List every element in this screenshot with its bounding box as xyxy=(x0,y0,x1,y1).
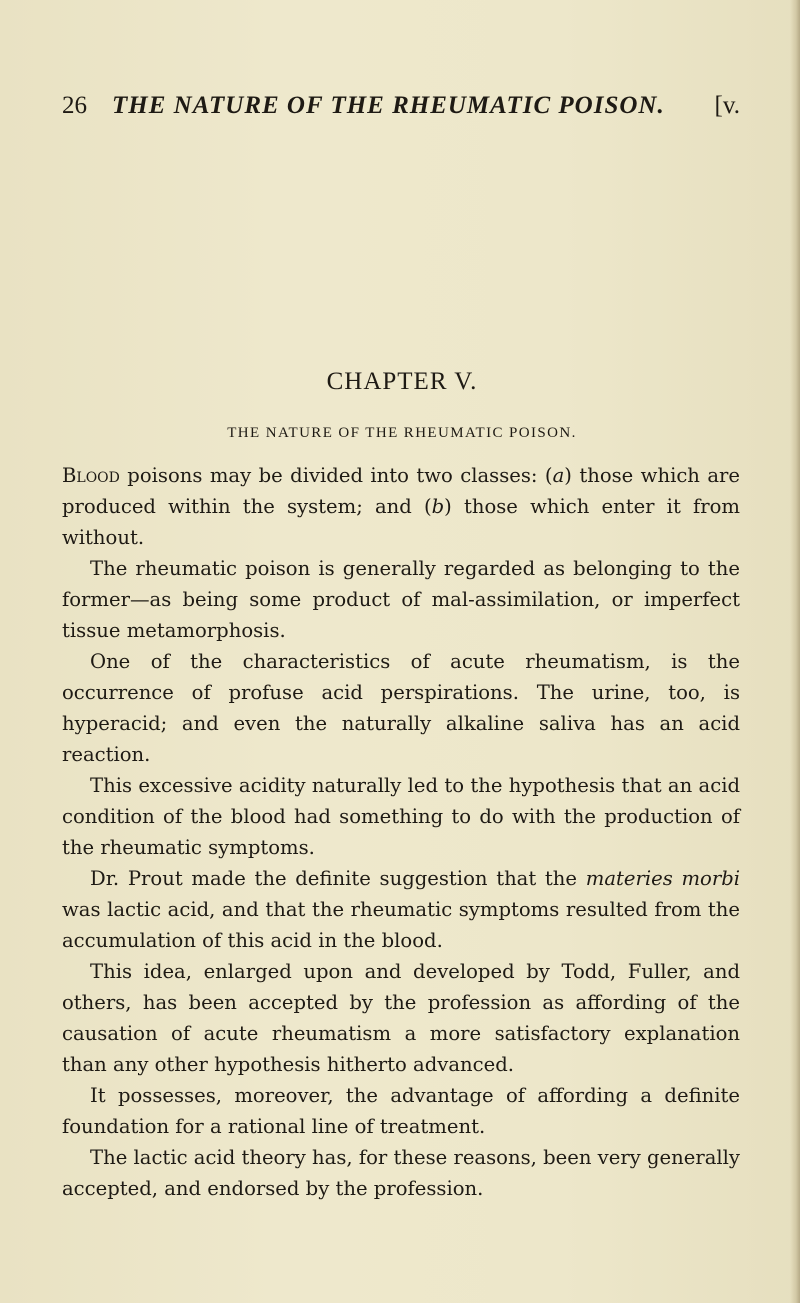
paragraph-1-text-c: ) those which enter it from without. xyxy=(62,495,740,549)
paragraph-3: One of the characteristics of acute rheumatism, is the occurrence of profuse acid perspirations. The urine, too, is hyperacid; and even the naturally alkaline saliva has an acid reaction. xyxy=(62,650,740,766)
paragraph-1-text-a: poisons may be divided into two classes: ( xyxy=(119,464,553,487)
paragraph-7: It possesses, moreover, the advantage of affording a definite foundation for a rational line of treatment. xyxy=(62,1084,740,1138)
paragraph-5 xyxy=(62,863,740,956)
chapter-heading: CHAPTER V. xyxy=(326,368,478,395)
paragraph-4: This excessive acidity naturally led to the hypothesis that an acid condition of the blood had something to do with the production of the rheumatic symptoms. xyxy=(62,774,740,859)
paragraph-8: The lactic acid theory has, for these reasons, been very generally accepted, and endorsed by the profession. xyxy=(62,1146,740,1200)
body-text xyxy=(62,460,740,1204)
paragraph-1 xyxy=(62,460,740,553)
latin-term: materies morbi xyxy=(585,867,740,890)
running-head-chapter-mark: [v. xyxy=(714,92,740,119)
paragraph-1-text-b: ) those which are produced within the system; and ( xyxy=(62,464,740,518)
paragraph-5-text-b: was lactic acid, and that the rheumatic symptoms resulted from the accumulation of this acid in the blood. xyxy=(62,898,740,952)
list-marker-a: a xyxy=(552,464,565,487)
paragraph-6: This idea, enlarged upon and developed by Todd, Fuller, and others, has been accepted by the profession as affording of the causation of acute rheumatism a more satisfactory explanation than any other hypothesis hitherto advanced. xyxy=(62,960,740,1076)
paragraph-5-text-a: Dr. Prout made the definite suggestion that the xyxy=(90,867,586,890)
page-edge-shadow xyxy=(790,0,800,1303)
paragraph-2: The rheumatic poison is generally regarded as belonging to the former—as being some product of mal-assimilation, or imperfect tissue metamorphosis. xyxy=(62,557,740,642)
running-head-title: THE NATURE OF THE RHEUMATIC POISON. xyxy=(112,92,665,119)
list-marker-b: b xyxy=(431,495,445,518)
running-head xyxy=(62,92,740,132)
page-number: 26 xyxy=(62,92,87,119)
chapter-subtitle: THE NATURE OF THE RHEUMATIC POISON. xyxy=(227,425,577,441)
lead-word: Blood xyxy=(62,464,120,487)
